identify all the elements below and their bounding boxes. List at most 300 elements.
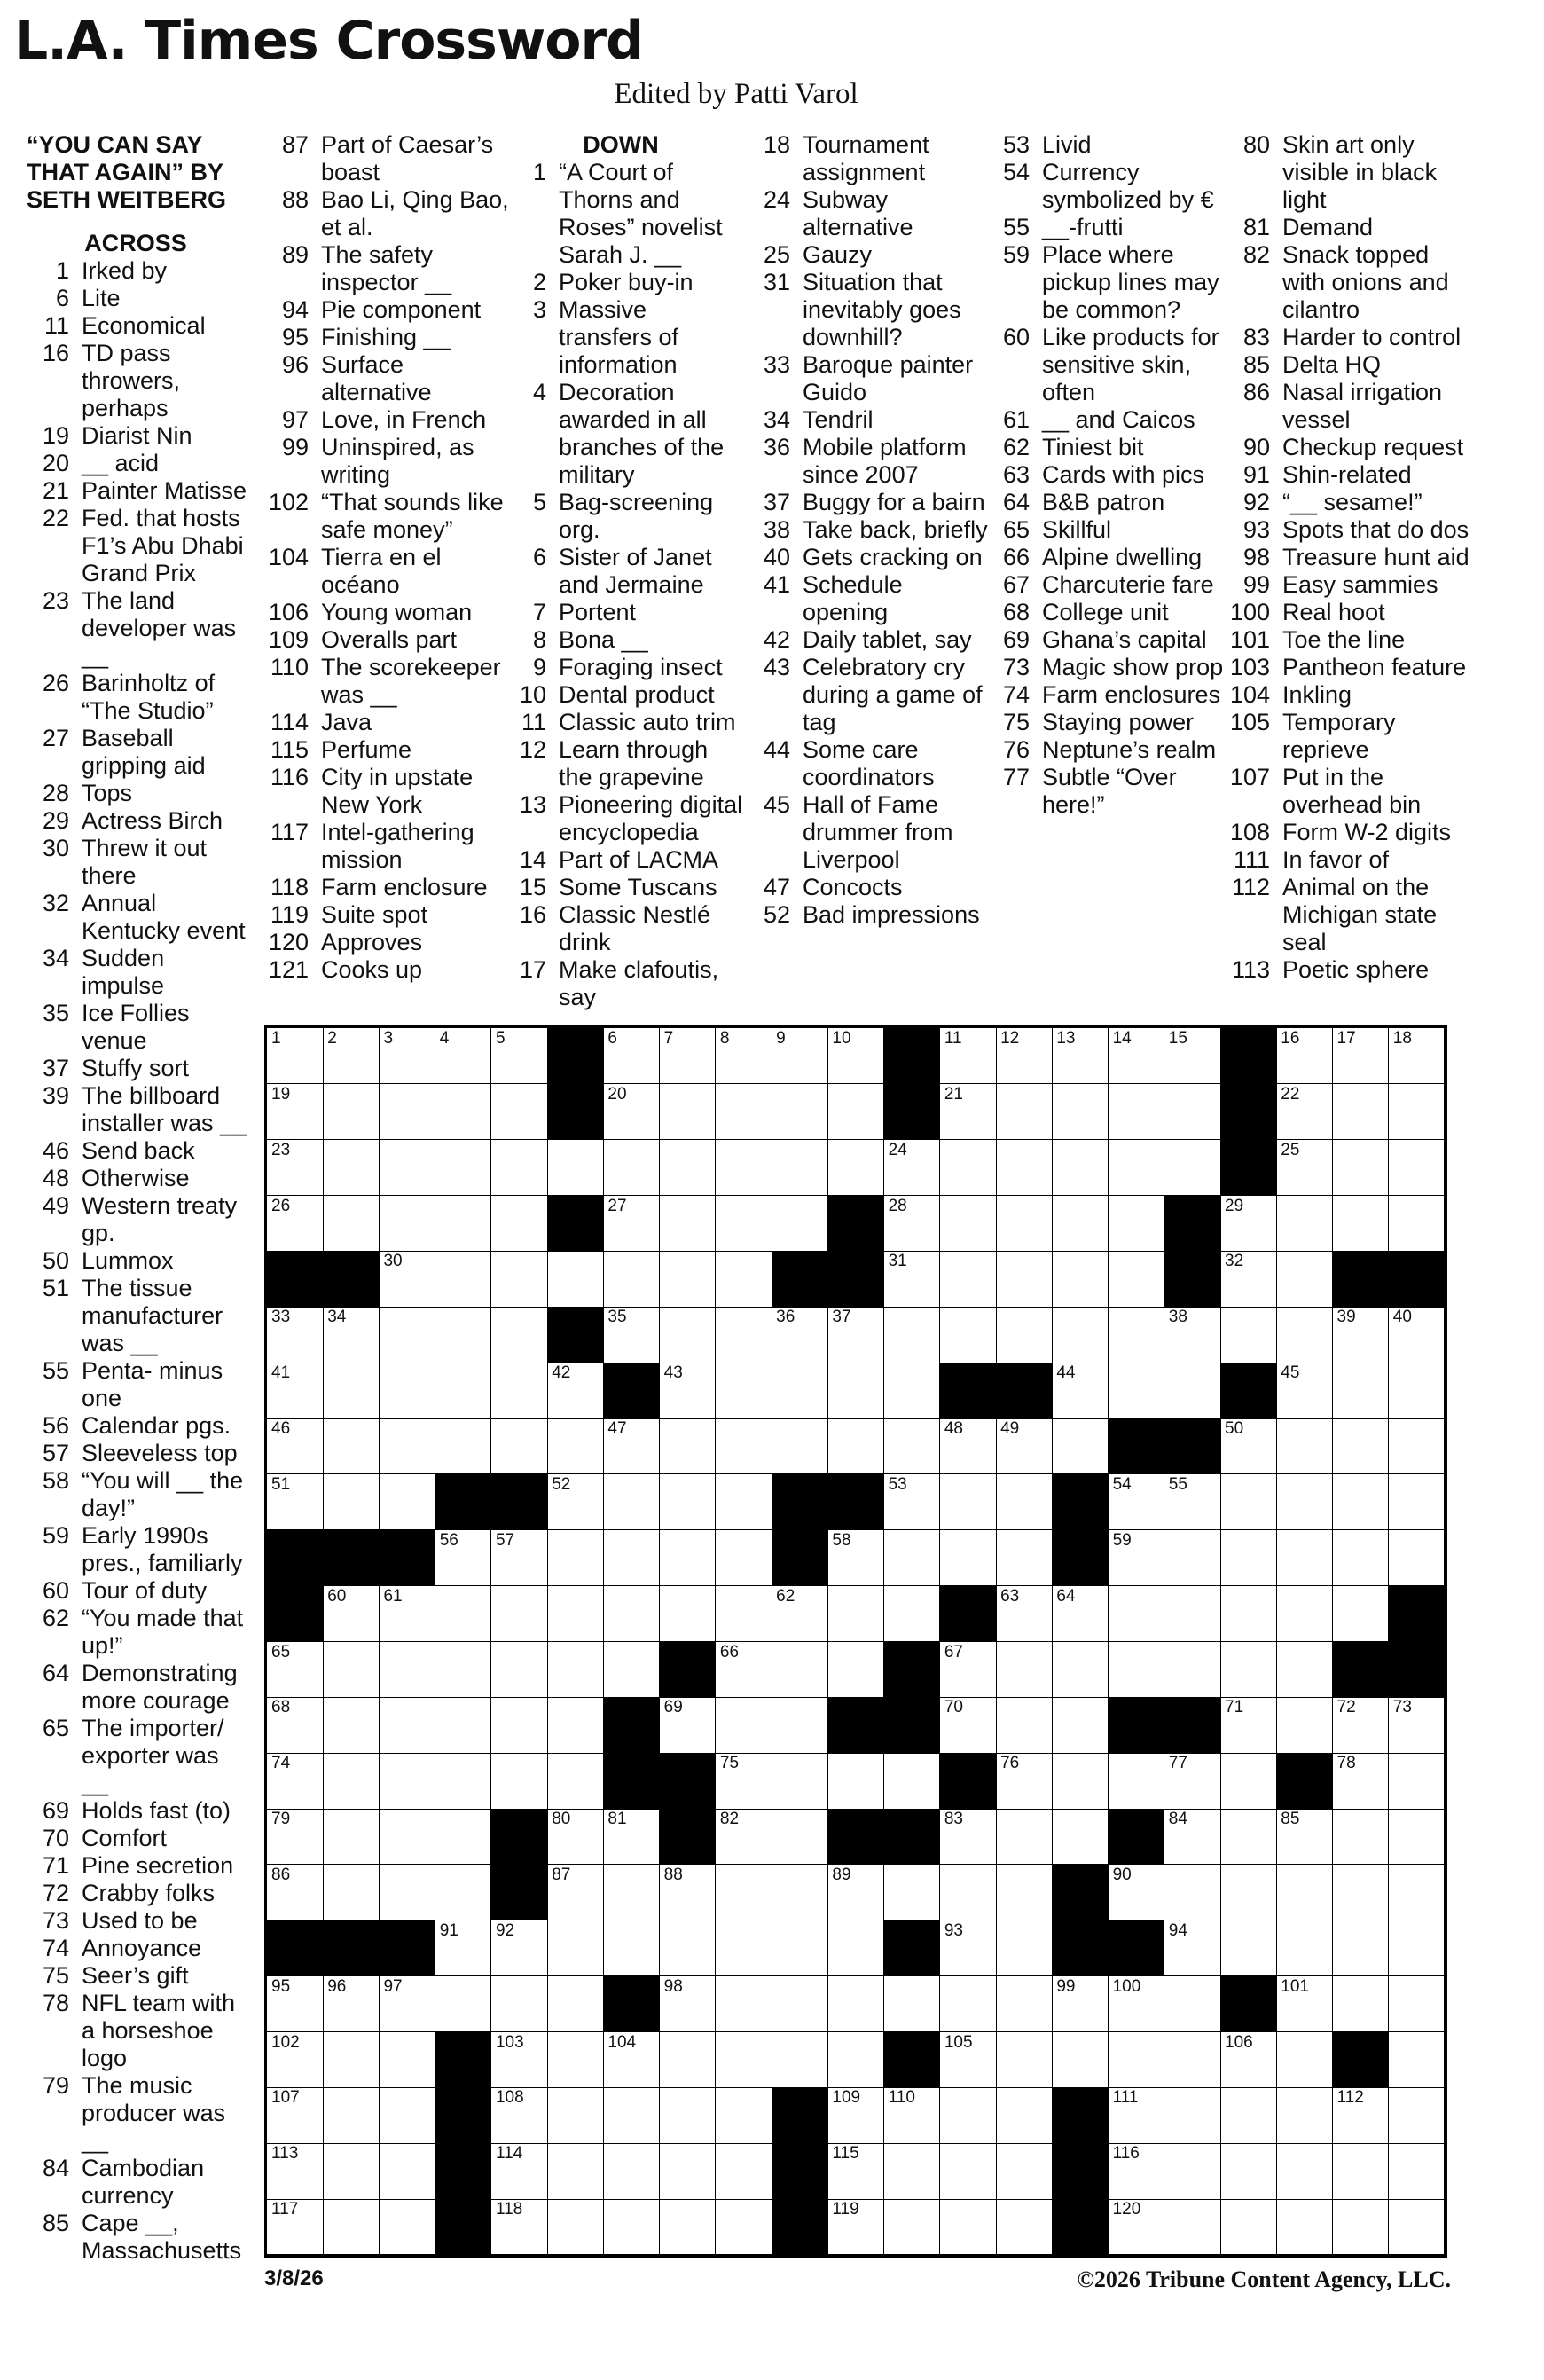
grid-cell[interactable] <box>884 1251 941 1307</box>
grid-cell[interactable] <box>379 2032 435 2088</box>
grid-cell[interactable] <box>267 2143 324 2199</box>
grid-cell[interactable] <box>435 1140 492 1196</box>
grid-cell[interactable] <box>940 1418 997 1474</box>
grid-cell[interactable] <box>323 1363 380 1418</box>
grid-cell[interactable] <box>435 1028 492 1084</box>
grid-cell[interactable] <box>996 2032 1053 2088</box>
grid-cell[interactable] <box>547 2087 604 2143</box>
grid-cell[interactable] <box>716 2032 772 2088</box>
grid-cell[interactable] <box>1220 1697 1277 1753</box>
grid-cell[interactable] <box>1220 2143 1277 2199</box>
grid-cell[interactable] <box>827 1084 884 1140</box>
grid-cell[interactable] <box>603 1865 660 1920</box>
grid-cell[interactable] <box>1109 1753 1165 1809</box>
grid-cell[interactable] <box>491 2199 548 2255</box>
grid-cell[interactable] <box>1333 1976 1390 2032</box>
grid-cell[interactable] <box>1276 1418 1333 1474</box>
grid-cell[interactable] <box>379 1697 435 1753</box>
grid-cell[interactable] <box>1276 1976 1333 2032</box>
grid-cell[interactable] <box>1164 1028 1221 1084</box>
grid-cell[interactable] <box>772 1028 828 1084</box>
grid-cell[interactable] <box>491 1697 548 1753</box>
grid-cell[interactable] <box>827 1753 884 1809</box>
grid-cell[interactable] <box>1052 1697 1109 1753</box>
grid-cell[interactable] <box>660 1474 717 1530</box>
grid-cell[interactable] <box>1276 1307 1333 1363</box>
grid-cell[interactable] <box>267 2032 324 2088</box>
grid-cell[interactable] <box>1333 1586 1390 1642</box>
grid-cell[interactable] <box>1276 1028 1333 1084</box>
grid-cell[interactable] <box>1220 1307 1277 1363</box>
grid-cell[interactable] <box>267 1809 324 1865</box>
grid-cell[interactable] <box>1389 1976 1446 2032</box>
grid-cell[interactable] <box>827 1920 884 1976</box>
grid-cell[interactable] <box>379 1140 435 1196</box>
grid-cell[interactable] <box>827 1530 884 1586</box>
grid-cell[interactable] <box>772 1697 828 1753</box>
grid-cell[interactable] <box>996 1586 1053 1642</box>
grid-cell[interactable] <box>716 1976 772 2032</box>
grid-cell[interactable] <box>491 1920 548 1976</box>
grid-cell[interactable] <box>603 1028 660 1084</box>
grid-cell[interactable] <box>716 1084 772 1140</box>
grid-cell[interactable] <box>547 1586 604 1642</box>
grid-cell[interactable] <box>603 1196 660 1252</box>
grid-cell[interactable] <box>491 2032 548 2088</box>
grid-cell[interactable] <box>379 1474 435 1530</box>
grid-cell[interactable] <box>1220 1642 1277 1698</box>
grid-cell[interactable] <box>1389 2199 1446 2255</box>
grid-cell[interactable] <box>491 1363 548 1418</box>
grid-cell[interactable] <box>716 1196 772 1252</box>
grid-cell[interactable] <box>603 2199 660 2255</box>
grid-cell[interactable] <box>323 2199 380 2255</box>
grid-cell[interactable] <box>716 1474 772 1530</box>
grid-cell[interactable] <box>1052 1251 1109 1307</box>
grid-cell[interactable] <box>267 1418 324 1474</box>
grid-cell[interactable] <box>435 1363 492 1418</box>
grid-cell[interactable] <box>827 1642 884 1698</box>
grid-cell[interactable] <box>660 1920 717 1976</box>
grid-cell[interactable] <box>547 1642 604 1698</box>
grid-cell[interactable] <box>660 1028 717 1084</box>
grid-cell[interactable] <box>1109 2087 1165 2143</box>
grid-cell[interactable] <box>1389 2087 1446 2143</box>
grid-cell[interactable] <box>716 2143 772 2199</box>
grid-cell[interactable] <box>379 1976 435 2032</box>
grid-cell[interactable] <box>716 1251 772 1307</box>
grid-cell[interactable] <box>1389 1084 1446 1140</box>
grid-cell[interactable] <box>827 2032 884 2088</box>
grid-cell[interactable] <box>1164 1363 1221 1418</box>
grid-cell[interactable] <box>716 1418 772 1474</box>
grid-cell[interactable] <box>267 1865 324 1920</box>
grid-cell[interactable] <box>323 1865 380 1920</box>
grid-cell[interactable] <box>1389 1196 1446 1252</box>
grid-cell[interactable] <box>491 1307 548 1363</box>
grid-cell[interactable] <box>267 1697 324 1753</box>
grid-cell[interactable] <box>660 1697 717 1753</box>
grid-cell[interactable] <box>1389 1028 1446 1084</box>
grid-cell[interactable] <box>996 1307 1053 1363</box>
grid-cell[interactable] <box>996 1418 1053 1474</box>
grid-cell[interactable] <box>547 1530 604 1586</box>
grid-cell[interactable] <box>940 1474 997 1530</box>
grid-cell[interactable] <box>547 1697 604 1753</box>
grid-cell[interactable] <box>772 1140 828 1196</box>
grid-cell[interactable] <box>379 1418 435 1474</box>
grid-cell[interactable] <box>772 1865 828 1920</box>
grid-cell[interactable] <box>996 1028 1053 1084</box>
grid-cell[interactable] <box>1109 1307 1165 1363</box>
grid-cell[interactable] <box>1276 1642 1333 1698</box>
grid-cell[interactable] <box>996 2199 1053 2255</box>
grid-cell[interactable] <box>323 1140 380 1196</box>
grid-cell[interactable] <box>267 1028 324 1084</box>
grid-cell[interactable] <box>1052 1753 1109 1809</box>
grid-cell[interactable] <box>1109 1140 1165 1196</box>
grid-cell[interactable] <box>1220 2032 1277 2088</box>
grid-cell[interactable] <box>940 1865 997 1920</box>
grid-cell[interactable] <box>996 1196 1053 1252</box>
grid-cell[interactable] <box>772 1642 828 1698</box>
grid-cell[interactable] <box>772 1363 828 1418</box>
grid-cell[interactable] <box>827 2199 884 2255</box>
grid-cell[interactable] <box>435 1642 492 1698</box>
grid-cell[interactable] <box>660 1251 717 1307</box>
grid-cell[interactable] <box>772 2032 828 2088</box>
grid-cell[interactable] <box>267 1196 324 1252</box>
grid-cell[interactable] <box>1164 1530 1221 1586</box>
grid-cell[interactable] <box>379 1196 435 1252</box>
grid-cell[interactable] <box>884 1753 941 1809</box>
grid-cell[interactable] <box>1333 1307 1390 1363</box>
grid-cell[interactable] <box>1052 1307 1109 1363</box>
grid-cell[interactable] <box>1333 2087 1390 2143</box>
grid-cell[interactable] <box>940 1809 997 1865</box>
grid-cell[interactable] <box>1052 1084 1109 1140</box>
grid-cell[interactable] <box>1333 1753 1390 1809</box>
grid-cell[interactable] <box>603 2032 660 2088</box>
grid-cell[interactable] <box>884 1307 941 1363</box>
grid-cell[interactable] <box>323 2087 380 2143</box>
grid-cell[interactable] <box>716 1809 772 1865</box>
grid-cell[interactable] <box>1164 2143 1221 2199</box>
grid-cell[interactable] <box>323 1753 380 1809</box>
grid-cell[interactable] <box>940 2087 997 2143</box>
grid-cell[interactable] <box>660 1196 717 1252</box>
grid-cell[interactable] <box>996 1865 1053 1920</box>
grid-cell[interactable] <box>267 2199 324 2255</box>
grid-cell[interactable] <box>716 1642 772 1698</box>
grid-cell[interactable] <box>827 1418 884 1474</box>
grid-cell[interactable] <box>379 2087 435 2143</box>
grid-cell[interactable] <box>1109 1028 1165 1084</box>
grid-cell[interactable] <box>884 1196 941 1252</box>
grid-cell[interactable] <box>1109 1363 1165 1418</box>
grid-cell[interactable] <box>1220 1920 1277 1976</box>
grid-cell[interactable] <box>491 1140 548 1196</box>
grid-cell[interactable] <box>547 1363 604 1418</box>
grid-cell[interactable] <box>1333 1084 1390 1140</box>
grid-cell[interactable] <box>547 2032 604 2088</box>
grid-cell[interactable] <box>491 1418 548 1474</box>
grid-cell[interactable] <box>1220 1474 1277 1530</box>
grid-cell[interactable] <box>379 1642 435 1698</box>
grid-cell[interactable] <box>1109 1084 1165 1140</box>
grid-cell[interactable] <box>996 1530 1053 1586</box>
grid-cell[interactable] <box>884 1418 941 1474</box>
grid-cell[interactable] <box>323 1976 380 2032</box>
grid-cell[interactable] <box>603 1530 660 1586</box>
grid-cell[interactable] <box>772 1307 828 1363</box>
grid-cell[interactable] <box>1109 2143 1165 2199</box>
grid-cell[interactable] <box>1164 1865 1221 1920</box>
grid-cell[interactable] <box>940 1976 997 2032</box>
grid-cell[interactable] <box>1109 1530 1165 1586</box>
grid-cell[interactable] <box>1220 1196 1277 1252</box>
grid-cell[interactable] <box>1389 1307 1446 1363</box>
grid-cell[interactable] <box>379 1363 435 1418</box>
grid-cell[interactable] <box>1389 1140 1446 1196</box>
grid-cell[interactable] <box>1109 2199 1165 2255</box>
grid-cell[interactable] <box>1276 2087 1333 2143</box>
grid-cell[interactable] <box>1220 1865 1277 1920</box>
grid-cell[interactable] <box>1389 1474 1446 1530</box>
grid-cell[interactable] <box>323 1474 380 1530</box>
grid-cell[interactable] <box>772 1084 828 1140</box>
grid-cell[interactable] <box>603 1084 660 1140</box>
grid-cell[interactable] <box>1389 1865 1446 1920</box>
grid-cell[interactable] <box>1389 2143 1446 2199</box>
grid-cell[interactable] <box>379 1307 435 1363</box>
grid-cell[interactable] <box>603 1418 660 1474</box>
grid-cell[interactable] <box>267 1363 324 1418</box>
grid-cell[interactable] <box>1389 1920 1446 1976</box>
grid-cell[interactable] <box>547 1753 604 1809</box>
grid-cell[interactable] <box>1164 1976 1221 2032</box>
grid-cell[interactable] <box>435 1251 492 1307</box>
grid-cell[interactable] <box>603 1642 660 1698</box>
grid-cell[interactable] <box>491 1642 548 1698</box>
grid-cell[interactable] <box>1276 1865 1333 1920</box>
grid-cell[interactable] <box>1389 1530 1446 1586</box>
grid-cell[interactable] <box>940 1028 997 1084</box>
grid-cell[interactable] <box>547 2143 604 2199</box>
grid-cell[interactable] <box>660 1140 717 1196</box>
grid-cell[interactable] <box>1052 1586 1109 1642</box>
grid-cell[interactable] <box>940 1307 997 1363</box>
grid-cell[interactable] <box>1333 1418 1390 1474</box>
grid-cell[interactable] <box>435 1865 492 1920</box>
grid-cell[interactable] <box>660 2032 717 2088</box>
grid-cell[interactable] <box>1389 2032 1446 2088</box>
grid-cell[interactable] <box>379 1865 435 1920</box>
grid-cell[interactable] <box>323 2032 380 2088</box>
grid-cell[interactable] <box>1276 2199 1333 2255</box>
grid-cell[interactable] <box>772 1418 828 1474</box>
grid-cell[interactable] <box>547 1809 604 1865</box>
grid-cell[interactable] <box>1164 1809 1221 1865</box>
grid-cell[interactable] <box>772 1809 828 1865</box>
grid-cell[interactable] <box>491 1084 548 1140</box>
grid-cell[interactable] <box>1220 1251 1277 1307</box>
grid-cell[interactable] <box>1333 1140 1390 1196</box>
grid-cell[interactable] <box>716 2087 772 2143</box>
grid-cell[interactable] <box>1389 1697 1446 1753</box>
grid-cell[interactable] <box>716 1140 772 1196</box>
crossword-grid[interactable] <box>264 1025 1447 2258</box>
grid-cell[interactable] <box>1109 1251 1165 1307</box>
grid-cell[interactable] <box>379 1809 435 1865</box>
grid-cell[interactable] <box>716 1697 772 1753</box>
grid-cell[interactable] <box>1276 2143 1333 2199</box>
grid-cell[interactable] <box>1333 2199 1390 2255</box>
grid-cell[interactable] <box>1164 1920 1221 1976</box>
grid-cell[interactable] <box>660 1976 717 2032</box>
grid-cell[interactable] <box>660 1363 717 1418</box>
grid-cell[interactable] <box>435 1586 492 1642</box>
grid-cell[interactable] <box>827 2143 884 2199</box>
grid-cell[interactable] <box>267 1140 324 1196</box>
grid-cell[interactable] <box>1389 1363 1446 1418</box>
grid-cell[interactable] <box>603 1586 660 1642</box>
grid-cell[interactable] <box>827 1307 884 1363</box>
grid-cell[interactable] <box>1276 1586 1333 1642</box>
grid-cell[interactable] <box>603 2143 660 2199</box>
grid-cell[interactable] <box>435 1530 492 1586</box>
grid-cell[interactable] <box>716 1363 772 1418</box>
grid-cell[interactable] <box>884 1865 941 1920</box>
grid-cell[interactable] <box>940 2032 997 2088</box>
grid-cell[interactable] <box>267 1307 324 1363</box>
grid-cell[interactable] <box>1164 2199 1221 2255</box>
grid-cell[interactable] <box>940 1530 997 1586</box>
grid-cell[interactable] <box>660 1865 717 1920</box>
grid-cell[interactable] <box>491 1028 548 1084</box>
grid-cell[interactable] <box>1276 1084 1333 1140</box>
grid-cell[interactable] <box>1052 1418 1109 1474</box>
grid-cell[interactable] <box>435 1084 492 1140</box>
grid-cell[interactable] <box>884 1363 941 1418</box>
grid-cell[interactable] <box>323 1028 380 1084</box>
grid-cell[interactable] <box>660 1418 717 1474</box>
grid-cell[interactable] <box>884 2087 941 2143</box>
grid-cell[interactable] <box>1164 1642 1221 1698</box>
grid-cell[interactable] <box>491 1530 548 1586</box>
grid-cell[interactable] <box>435 1976 492 2032</box>
grid-cell[interactable] <box>1109 2032 1165 2088</box>
grid-cell[interactable] <box>491 2087 548 2143</box>
grid-cell[interactable] <box>884 1976 941 2032</box>
grid-cell[interactable] <box>996 1084 1053 1140</box>
grid-cell[interactable] <box>1164 1140 1221 1196</box>
grid-cell[interactable] <box>660 2143 717 2199</box>
grid-cell[interactable] <box>1333 1809 1390 1865</box>
grid-cell[interactable] <box>491 1586 548 1642</box>
grid-cell[interactable] <box>1052 1642 1109 1698</box>
grid-cell[interactable] <box>660 1586 717 1642</box>
grid-cell[interactable] <box>1333 1196 1390 1252</box>
grid-cell[interactable] <box>603 2087 660 2143</box>
grid-cell[interactable] <box>267 1474 324 1530</box>
grid-cell[interactable] <box>547 1418 604 1474</box>
grid-cell[interactable] <box>660 1084 717 1140</box>
grid-cell[interactable] <box>1276 1697 1333 1753</box>
grid-cell[interactable] <box>1276 1140 1333 1196</box>
grid-cell[interactable] <box>716 1920 772 1976</box>
grid-cell[interactable] <box>379 1586 435 1642</box>
grid-cell[interactable] <box>547 1251 604 1307</box>
grid-cell[interactable] <box>1220 1753 1277 1809</box>
grid-cell[interactable] <box>940 1084 997 1140</box>
grid-cell[interactable] <box>827 1363 884 1418</box>
grid-cell[interactable] <box>1164 2087 1221 2143</box>
grid-cell[interactable] <box>323 1418 380 1474</box>
grid-cell[interactable] <box>1333 1474 1390 1530</box>
grid-cell[interactable] <box>940 1251 997 1307</box>
grid-cell[interactable] <box>603 1140 660 1196</box>
grid-cell[interactable] <box>772 1920 828 1976</box>
grid-cell[interactable] <box>772 1586 828 1642</box>
grid-cell[interactable] <box>1220 2199 1277 2255</box>
grid-cell[interactable] <box>884 1586 941 1642</box>
grid-cell[interactable] <box>1052 2032 1109 2088</box>
grid-cell[interactable] <box>996 1697 1053 1753</box>
grid-cell[interactable] <box>1333 1363 1390 1418</box>
grid-cell[interactable] <box>827 1976 884 2032</box>
grid-cell[interactable] <box>716 2199 772 2255</box>
grid-cell[interactable] <box>996 2087 1053 2143</box>
grid-cell[interactable] <box>379 2199 435 2255</box>
grid-cell[interactable] <box>547 1976 604 2032</box>
grid-cell[interactable] <box>660 2199 717 2255</box>
grid-cell[interactable] <box>940 1196 997 1252</box>
grid-cell[interactable] <box>1052 1028 1109 1084</box>
grid-cell[interactable] <box>996 1809 1053 1865</box>
grid-cell[interactable] <box>379 1753 435 1809</box>
grid-cell[interactable] <box>1052 1976 1109 2032</box>
grid-cell[interactable] <box>1276 2032 1333 2088</box>
grid-cell[interactable] <box>827 1140 884 1196</box>
grid-cell[interactable] <box>323 1307 380 1363</box>
grid-cell[interactable] <box>603 1251 660 1307</box>
grid-cell[interactable] <box>1164 2032 1221 2088</box>
grid-cell[interactable] <box>660 1530 717 1586</box>
grid-cell[interactable] <box>323 1196 380 1252</box>
grid-cell[interactable] <box>1220 1809 1277 1865</box>
grid-cell[interactable] <box>660 1307 717 1363</box>
grid-cell[interactable] <box>1276 1363 1333 1418</box>
grid-cell[interactable] <box>323 1642 380 1698</box>
grid-cell[interactable] <box>603 1474 660 1530</box>
grid-cell[interactable] <box>1276 1920 1333 1976</box>
grid-cell[interactable] <box>1333 1920 1390 1976</box>
grid-cell[interactable] <box>1333 1028 1390 1084</box>
grid-cell[interactable] <box>1276 1530 1333 1586</box>
grid-cell[interactable] <box>379 1251 435 1307</box>
grid-cell[interactable] <box>996 1474 1053 1530</box>
grid-cell[interactable] <box>323 1809 380 1865</box>
grid-cell[interactable] <box>491 1976 548 2032</box>
grid-cell[interactable] <box>435 1418 492 1474</box>
grid-cell[interactable] <box>1220 2087 1277 2143</box>
grid-cell[interactable] <box>827 1586 884 1642</box>
grid-cell[interactable] <box>940 1140 997 1196</box>
grid-cell[interactable] <box>1333 1697 1390 1753</box>
grid-cell[interactable] <box>1109 1196 1165 1252</box>
grid-cell[interactable] <box>435 1697 492 1753</box>
